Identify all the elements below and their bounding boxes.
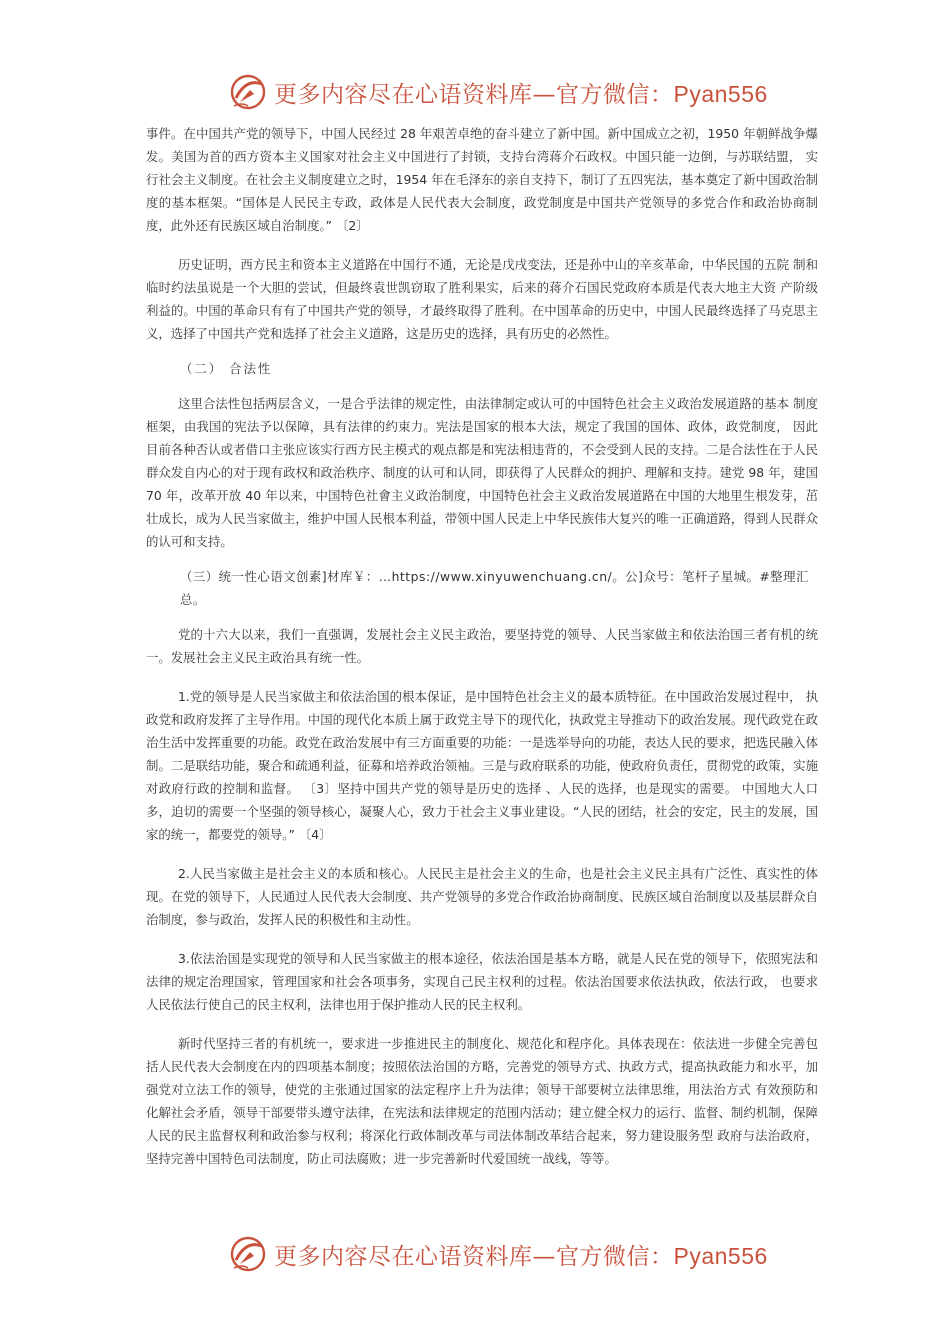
- paragraph: 事件。在中国共产党的领导下，中国人民经过 28 年艰苦卓绝的奋斗建立了新中国。新中国成立之初，1950 年朝鲜战争爆发。美国为首的西方资本主义国家对社会主义中国进行了封锁，支持台湾蒋介石政权。中国只能一边倒，与苏联结盟， 实行社会主义制度。在社会主义制度建立之时，1954 年在毛泽东的亲自支持下，制订了五四宪法，基本奠定了新中国政治制度的基本框架。“国体是人民民主专政，政体是人民代表大会制度，政党制度是中国共产党领导的多党合作和政治协商制度，此外还有民族区域自治制度。” 〔2〕: [146, 126, 818, 233]
- logo-icon: [228, 72, 268, 112]
- banner-label: 更多内容尽在心语资料库—官方微信：: [274, 81, 674, 108]
- paragraph: 这里合法性包括两层含义，一是合乎法律的规定性，由法律制定或认可的中国特色社会主义政治发展道路的基本 制度框架，由我国的宪法予以保障，具有法律的约束力。宪法是国家的根本大法，规定了我国的国体、政体，政党制度， 因此目前各种否认或者借口主张应该实行西方民主模式的观点都是和宪法相违背的，不会受到人民的支持。二是合法性在于人民群众发自内心的对于现有政权和政治秩序、制度的认可和认同，即获得了人民群众的拥护、理解和支持。建党 98 年，建国 70 年，改革开放 40 年以来，中国特色社會主义政治制度，中国特色社会主义政治发展道路在中国的大地里生根发芽，茁壮成长，成为人民当家做主，维护中国人民根本利益，带领中国人民走上中华民族伟大复兴的唯一正确道路，得到人民群众的认可和支持。: [146, 396, 818, 549]
- paragraph: 党的十六大以来，我们一直强调，发展社会主义民主政治，要坚持党的领导、人民当家做主和依法治国三者有机的统一。发展社会主义民主政治具有统一性。: [146, 627, 818, 665]
- paragraph: 历史证明，西方民主和资本主义道路在中国行不通，无论是戊戌变法，还是孙中山的辛亥革命，中华民国的五院 制和临时约法虽说是一个大胆的尝试，但最终袁世凯窃取了胜利果实，后来的蒋介石国民党政府本质是代表大地主大资 产阶级利益的。中国的革命只有有了中国共产党的领导，才最终取得了胜利。在中国革命的历史中，中国人民最终选择了马克思主义，选择了中国共产党和选择了社会主义道路，这是历史的选择，具有历史的必然性。: [146, 257, 818, 341]
- document-body: [146, 122, 818, 1170]
- footer-banner: [0, 1232, 950, 1276]
- paragraph: 3.依法治国是实现党的领导和人民当家做主的根本途径，依法治国是基本方略，就是人民在党的领导下，依照宪法和法律的规定治理国家，管理国家和社会各项事务，实现自己民主权利的过程。依法治国要求依法执政，依法行政， 也要求人民依法行使自己的民主权利，法律也用于保护推动人民的民主权利。: [146, 951, 818, 1012]
- banner-text: [274, 76, 768, 109]
- banner-wechat-id: Pyan556: [673, 80, 768, 107]
- logo-icon: [228, 1234, 268, 1274]
- paragraph: 1.党的领导是人民当家做主和依法治国的根本保证，是中国特色社会主义的最本质特征。在中国政治发展过程中， 执政党和政府发挥了主导作用。中国的现代化本质上属于政党主导下的现代化，执政党主导推动下的政治发展。现代政党在政治生活中发挥重要的功能。政党在政治发展中有三方面重要的功能：一是选举导向的功能，表达人民的要求，把选民融入体制。二是联结功能，聚合和疏通利益，征募和培养政治领袖。三是与政府联系的功能，使政府负责任，贯彻党的政策，实施对政府行政的控制和监督。 〔3〕坚持中国共产党的领导是历史的选择 、人民的选择，也是现实的需要。 中国地大人口多，迫切的需要一个坚强的领导核心，凝聚人心，致力于社会主义事业建设。“人民的团结，社会的安定，民主的发展，国家的统一，都要党的领导。” 〔4〕: [146, 689, 818, 842]
- paragraph: 新时代坚持三者的有机统一，要求进一步推进民主的制度化、规范化和程序化。具体表现在：依法进一步健全完善包括人民代表大会制度在内的四项基本制度；按照依法治国的方略，完善党的领导方式、执政方式，提高执政能力和水平，加强党对立法工作的领导，使党的主张通过国家的法定程序上升为法律；领导干部要树立法律思维，用法治方式 有效预防和化解社会矛盾，领导干部要带头遵守法律，在宪法和法律规定的范围内活动；建立健全权力的运行、监督、制约机制，保障人民的民主监督权利和政治参与权利；将深化行政体制改革与司法体制改革结合起来，努力建设服务型 政府与法治政府，坚持完善中国特色司法制度，防止司法腐败；进一步完善新时代爱国统一战线，等等。: [146, 1036, 818, 1166]
- section-heading: （三）统一性心语文创素]材库￥：…https://www.xinyuwenchuang.cn/。公]众号：笔杆子星城。#整理汇总。: [180, 569, 809, 607]
- section-heading: （二） 合法性: [180, 361, 273, 376]
- banner-text: [274, 1238, 768, 1271]
- header-banner: [0, 70, 950, 114]
- banner-label: 更多内容尽在心语资料库—官方微信：: [274, 1243, 674, 1270]
- banner-wechat-id: Pyan556: [673, 1242, 768, 1269]
- paragraph: 2.人民当家做主是社会主义的本质和核心。人民民主是社会主义的生命，也是社会主义民主具有广泛性、真实性的体现。在党的领导下，人民通过人民代表大会制度、共产党领导的多党合作政治协商制度、民族区域自治制度以及基层群众自治制度，参与政治，发挥人民的积极性和主动性。: [146, 866, 818, 927]
